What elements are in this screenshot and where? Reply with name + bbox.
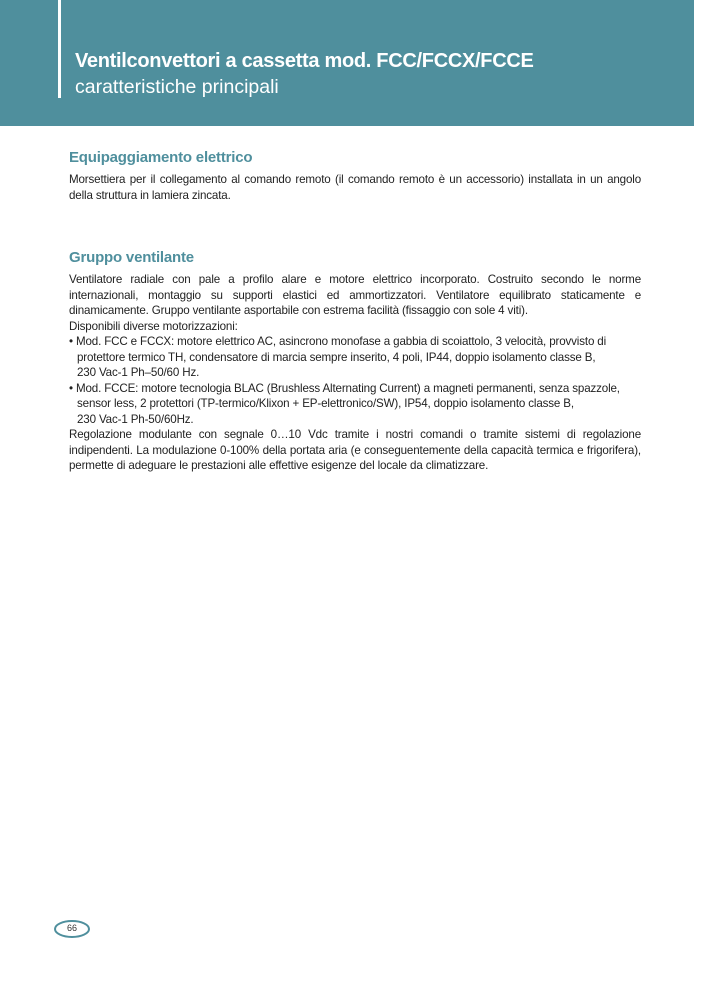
page-subtitle: caratteristiche principali <box>75 76 279 98</box>
bullet-line: • Mod. FCC e FCCX: motore elettrico AC, asincrono monofase a gabbia di scoiattolo, 3 velocità, provvisto di <box>69 335 607 348</box>
list-item <box>69 381 641 428</box>
motor-options-intro: Disponibili diverse motorizzazioni: <box>69 319 238 333</box>
page-title: Ventilconvettori a cassetta mod. FCC/FCCX/FCCE <box>75 50 534 72</box>
header-banner <box>0 0 694 126</box>
bullet-line: protettore termico TH, condensatore di marcia sempre inserito, 4 poli, IP44, doppio isolamento classe B, <box>77 350 596 364</box>
section-body: Morsettiera per il collegamento al comando remoto (il comando remoto è un accessorio) installata in un angolo della struttura in lamiera zincata. <box>69 173 641 202</box>
motor-bullet-list <box>69 334 641 427</box>
bullet-line: 230 Vac-1 Ph–50/60 Hz. <box>77 366 200 379</box>
section-closing: Regolazione modulante con segnale 0…10 Vdc tramite i nostri comandi o tramite sistemi di regolazione indipendenti. La modulazione 0-100% della portata aria (e conseguentemente della capacità termica e frigorifera), permette di adeguare le prestazioni alle effettive esigenze del locale da climatizzare. <box>69 428 641 472</box>
section-fan-group <box>69 249 641 474</box>
bullet-line: sensor less, 2 protettori (TP-termico/Klixon + EP-elettronico/SW), IP54, doppio isolamento classe B, <box>77 397 574 410</box>
header-vertical-rule <box>58 0 61 98</box>
section-intro: Ventilatore radiale con pale a profilo alare e motore elettrico incorporato. Costruito secondo le norme internazionali, montaggio su supporti elastici ed ammortizzatori. Ventilatore equilibrato staticamente e dinamicamente. Gruppo ventilante asportabile con estrema facilità (fissaggio con sole 4 viti). <box>69 273 641 317</box>
page-number: 66 <box>66 923 77 933</box>
bullet-line: 230 Vac-1 Ph-50/60Hz. <box>77 412 194 426</box>
page-number-badge <box>53 919 91 939</box>
section-heading: Equipaggiamento elettrico <box>69 149 253 166</box>
list-item <box>69 334 641 381</box>
section-electrical-equipment <box>69 149 641 203</box>
section-heading: Gruppo ventilante <box>69 249 194 266</box>
bullet-line: • Mod. FCCE: motore tecnologia BLAC (Brushless Alternating Current) a magneti permanenti, senza spazzole, <box>69 381 620 395</box>
